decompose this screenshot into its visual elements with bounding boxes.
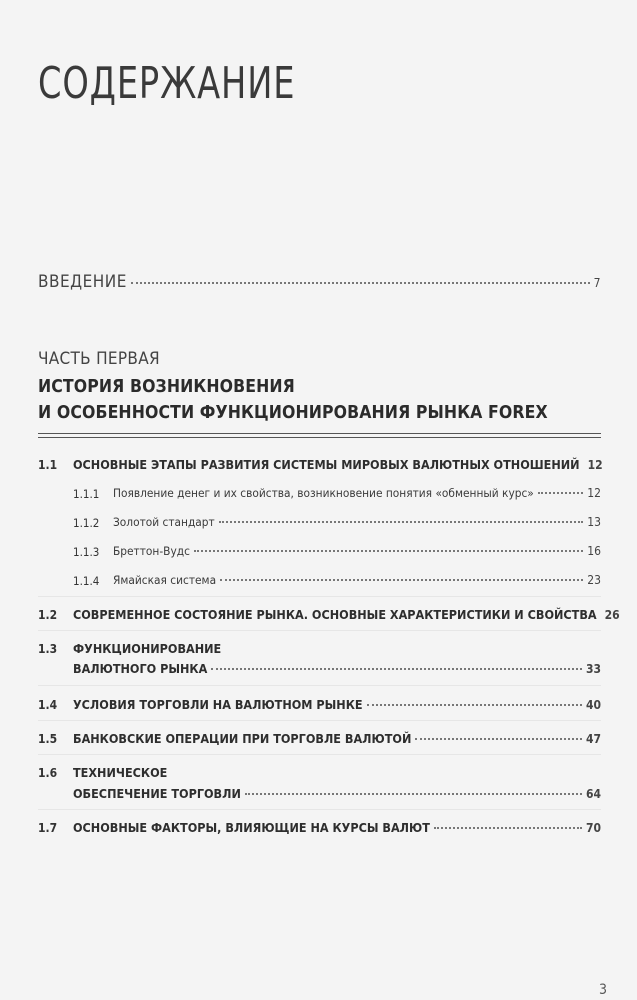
row-separator [38,685,601,686]
toc-entry [113,544,601,558]
toc-entry-page: 33 [585,662,601,676]
page-number: 3 [598,982,607,998]
dot-leader [538,492,583,494]
toc-entry-title: ОСНОВНЫЕ ЭТАПЫ РАЗВИТИЯ СИСТЕМЫ МИРОВЫХ ВАЛЮТНЫХ ОТНОШЕНИЙ [73,457,580,472]
row-separator [38,596,601,597]
toc-entry-title: БАНКОВСКИЕ ОПЕРАЦИИ ПРИ ТОРГОВЛЕ ВАЛЮТОЙ [73,731,412,746]
subsection-number: 1.1.4 [73,574,100,588]
toc-entry-page: 64 [585,787,601,801]
subsection-number: 1.1.1 [73,487,100,501]
page-title: СОДЕРЖАНИЕ [38,58,296,109]
toc-entry [113,486,601,500]
toc-entry [73,607,620,622]
toc-entry-title: ОСНОВНЫЕ ФАКТОРЫ, ВЛИЯЮЩИЕ НА КУРСЫ ВАЛЮТ [73,820,430,835]
dot-leader [219,521,584,523]
toc-entry [113,515,601,529]
part-title-line2: И ОСОБЕННОСТИ ФУНКЦИОНИРОВАНИЯ РЫНКА FOREX [38,403,548,423]
dot-leader [131,282,590,284]
toc-entry-page: 47 [585,732,601,746]
row-separator [38,754,601,755]
part-title-line1: ИСТОРИЯ ВОЗНИКНОВЕНИЯ [38,377,295,397]
part-title [38,374,598,426]
section-number: 1.1 [38,458,58,472]
toc-entry-title: СОВРЕМЕННОЕ СОСТОЯНИЕ РЫНКА. ОСНОВНЫЕ ХАРАКТЕРИСТИКИ И СВОЙСТВА [73,607,597,622]
toc-entry-title: Бреттон-Вудс [113,544,190,558]
toc-entry [73,731,601,746]
toc-entry-page: 26 [604,608,620,622]
section-number: 1.6 [38,766,58,780]
toc-entry-page: 16 [587,544,601,558]
dot-leader [245,793,582,795]
toc-entry-page: 12 [587,486,601,500]
subsection-number: 1.1.3 [73,545,100,559]
dot-leader [211,668,582,670]
toc-entry-title-line1: ФУНКЦИОНИРОВАНИЕ [73,641,222,656]
toc-entry-page: 40 [585,698,601,712]
dot-leader [367,704,582,706]
dot-leader [434,827,582,829]
row-separator [38,720,601,721]
subsection-number: 1.1.2 [73,516,100,530]
section-number: 1.5 [38,732,58,746]
toc-entry-title-line1: ТЕХНИЧЕСКОЕ [73,765,168,780]
divider-rule [38,437,601,438]
toc-entry [73,786,601,801]
toc-entry-title: УСЛОВИЯ ТОРГОВЛИ НА ВАЛЮТНОМ РЫНКЕ [73,697,363,712]
dot-leader [220,579,583,581]
section-number: 1.2 [38,608,58,622]
toc-entry [73,820,601,835]
toc-entry [73,697,601,712]
toc-entry-title: Появление денег и их свойства, возникновение понятия «обменный курс» [113,486,534,500]
row-separator [38,809,601,810]
row-separator [38,630,601,631]
section-number: 1.4 [38,698,58,712]
toc-entry-title: Ямайская система [113,573,217,587]
toc-entry-page: 70 [585,821,601,835]
toc-entry-page: 13 [587,515,601,529]
divider-rule [38,433,601,434]
toc-entry [73,457,601,472]
intro-page: 7 [593,276,601,290]
intro-label: ВВЕДЕНИЕ [38,272,127,292]
dot-leader [415,738,582,740]
toc-entry-title: Золотой стандарт [113,515,215,529]
toc-intro [38,272,601,292]
dot-leader [194,550,583,552]
toc-entry-page: 23 [587,573,601,587]
part-label: ЧАСТЬ ПЕРВАЯ [38,349,160,369]
section-number: 1.7 [38,821,58,835]
toc-entry-page: 12 [587,458,603,472]
toc-entry [113,573,601,587]
toc-entry-title-line2: ВАЛЮТНОГО РЫНКА [73,661,208,676]
toc-entry [73,661,601,676]
toc-entry-title-line2: ОБЕСПЕЧЕНИЕ ТОРГОВЛИ [73,786,241,801]
section-number: 1.3 [38,642,58,656]
